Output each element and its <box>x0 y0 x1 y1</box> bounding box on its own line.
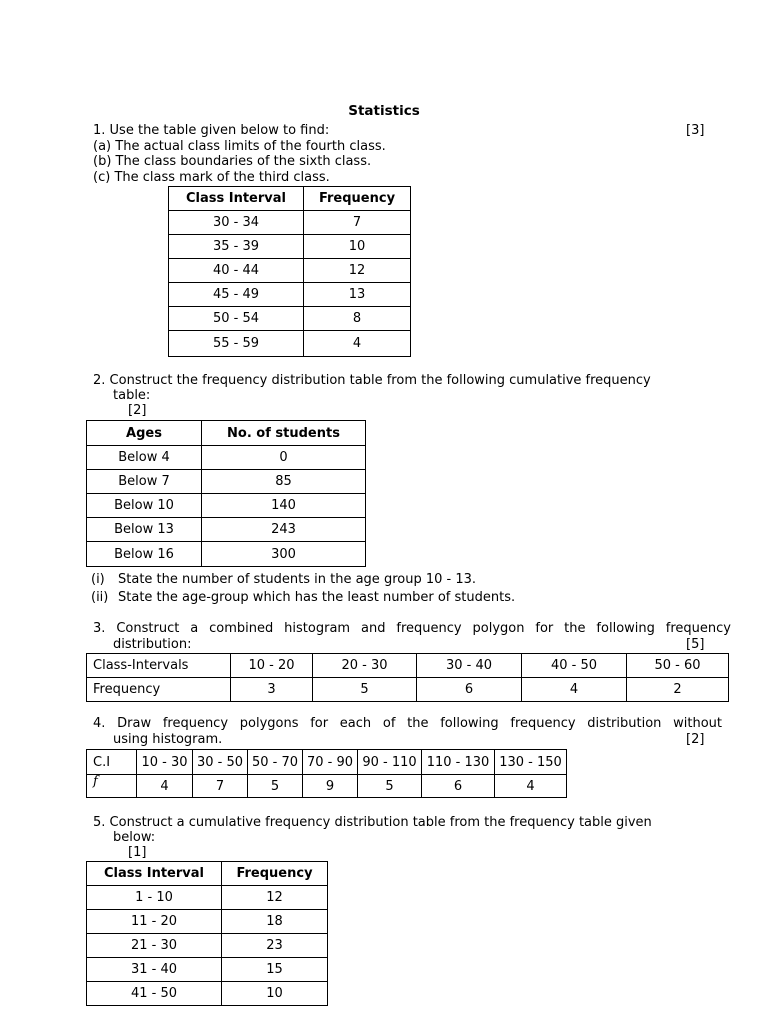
table-cell: 21 - 30 <box>87 934 222 958</box>
table-row <box>169 211 411 235</box>
table-cell: 20 - 30 <box>313 654 417 678</box>
question-4 <box>93 716 722 732</box>
table-row <box>87 750 567 775</box>
table-header: Frequency <box>304 187 411 211</box>
table-cell: 10 - 20 <box>231 654 313 678</box>
table-cell: 40 - 50 <box>522 654 627 678</box>
question-number: 2. <box>93 373 106 388</box>
table-cell: 13 <box>304 283 411 307</box>
subpart-text: State the number of students in the age group 10 - 13. <box>118 572 477 587</box>
table-cell: 15 <box>222 958 328 982</box>
table-cell: Below 4 <box>87 446 202 470</box>
table-cell: 9 <box>303 775 358 798</box>
subpart-text: State the age-group which has the least number of students. <box>118 590 516 605</box>
question-text-cont: using histogram. <box>113 732 223 747</box>
table-row <box>87 910 328 934</box>
table-cell: 18 <box>222 910 328 934</box>
table-header: Class Interval <box>169 187 304 211</box>
table-header: Frequency <box>222 862 328 886</box>
page-title: Statistics <box>348 103 420 119</box>
frequency-table <box>86 861 328 1006</box>
table-cell: 243 <box>202 518 366 542</box>
table-cell: 8 <box>304 307 411 331</box>
class-interval-frequency-table <box>86 749 567 798</box>
table-cell: 110 - 130 <box>422 750 495 775</box>
table-cell: 5 <box>358 775 422 798</box>
table-cell: C.I <box>87 750 137 775</box>
table-header: No. of students <box>202 421 366 446</box>
table-row <box>169 235 411 259</box>
subpart-label: (i) <box>91 572 105 587</box>
question-part <box>93 154 371 170</box>
question-2 <box>93 373 651 389</box>
table-cell: 45 - 49 <box>169 283 304 307</box>
table-header: Ages <box>87 421 202 446</box>
question-text: Construct a cumulative frequency distribution table from the frequency table given <box>109 815 652 830</box>
table-cell: Frequency <box>87 678 231 702</box>
table-header: Class Interval <box>87 862 222 886</box>
table-cell: 4 <box>522 678 627 702</box>
cumulative-frequency-table <box>86 420 366 567</box>
question-marks: [5] <box>686 637 705 652</box>
question-part <box>93 139 386 155</box>
table-cell: 10 <box>222 982 328 1006</box>
table-row <box>169 307 411 331</box>
table-cell: 130 - 150 <box>495 750 567 775</box>
table-cell: 30 - 40 <box>417 654 522 678</box>
table-row <box>87 542 366 567</box>
question-marks: [2] <box>686 732 705 747</box>
table-cell: 1 - 10 <box>87 886 222 910</box>
table-cell: 300 <box>202 542 366 567</box>
table-row <box>87 494 366 518</box>
table-row <box>87 958 328 982</box>
part-label: (c) <box>93 170 111 185</box>
table-cell: Class-Intervals <box>87 654 231 678</box>
table-cell: 30 - 34 <box>169 211 304 235</box>
part-label: (b) <box>93 154 112 169</box>
table-cell: 7 <box>304 211 411 235</box>
table-row <box>169 259 411 283</box>
part-text: The actual class limits of the fourth class. <box>115 139 386 154</box>
question-subpart <box>91 590 515 606</box>
question-number: 5. <box>93 815 106 830</box>
table-cell: 50 - 70 <box>248 750 303 775</box>
table-cell: 90 - 110 <box>358 750 422 775</box>
class-interval-table <box>168 186 411 357</box>
table-cell: 6 <box>422 775 495 798</box>
table-row <box>87 470 366 494</box>
question-marks: [3] <box>686 123 705 138</box>
table-row <box>87 886 328 910</box>
table-row <box>87 654 729 678</box>
table-cell: 23 <box>222 934 328 958</box>
table-cell: 70 - 90 <box>303 750 358 775</box>
table-cell: 10 <box>304 235 411 259</box>
table-row <box>169 283 411 307</box>
table-cell: 3 <box>231 678 313 702</box>
table-cell: 50 - 60 <box>627 654 729 678</box>
table-cell: 4 <box>495 775 567 798</box>
part-label: (a) <box>93 139 112 154</box>
table-row <box>87 446 366 470</box>
table-cell: 4 <box>137 775 193 798</box>
table-cell: 40 - 44 <box>169 259 304 283</box>
question-marks: [1] <box>128 845 147 860</box>
table-cell: 5 <box>313 678 417 702</box>
part-text: The class mark of the third class. <box>114 170 330 185</box>
table-cell: 41 - 50 <box>87 982 222 1006</box>
table-row <box>87 678 729 702</box>
table-cell: 140 <box>202 494 366 518</box>
part-text: The class boundaries of the sixth class. <box>115 154 372 169</box>
question-text: Use the table given below to find: <box>109 123 330 138</box>
table-cell: f <box>87 775 137 798</box>
question-text: Construct the frequency distribution table from the following cumulative frequency <box>109 373 651 388</box>
question-part <box>93 170 330 186</box>
question-3 <box>93 621 731 637</box>
table-cell: 11 - 20 <box>87 910 222 934</box>
frequency-distribution-table <box>86 653 729 702</box>
subpart-label: (ii) <box>91 590 109 605</box>
table-row <box>87 934 328 958</box>
question-text-cont: below: <box>113 830 156 845</box>
table-row <box>87 518 366 542</box>
table-cell: 55 - 59 <box>169 331 304 357</box>
question-number: 4. <box>93 716 106 731</box>
table-row <box>169 331 411 357</box>
table-cell: 30 - 50 <box>193 750 248 775</box>
question-text: Construct a combined histogram and frequency polygon for the following frequency <box>116 621 732 636</box>
table-cell: Below 7 <box>87 470 202 494</box>
table-row <box>87 775 567 798</box>
table-cell: Below 10 <box>87 494 202 518</box>
table-cell: 85 <box>202 470 366 494</box>
table-cell: 0 <box>202 446 366 470</box>
question-text-cont: table: <box>113 388 151 403</box>
question-marks: [2] <box>128 403 147 418</box>
table-cell: 50 - 54 <box>169 307 304 331</box>
table-cell: 4 <box>304 331 411 357</box>
question-number: 3. <box>93 621 106 636</box>
question-text: Draw frequency polygons for each of the following frequency distribution without <box>117 716 722 731</box>
question-subpart <box>91 572 476 588</box>
table-cell: 10 - 30 <box>137 750 193 775</box>
table-cell: 5 <box>248 775 303 798</box>
question-1 <box>93 123 329 139</box>
table-cell: Below 16 <box>87 542 202 567</box>
table-row <box>87 982 328 1006</box>
table-cell: 7 <box>193 775 248 798</box>
table-cell: 31 - 40 <box>87 958 222 982</box>
question-number: 1. <box>93 123 106 138</box>
table-cell: 12 <box>304 259 411 283</box>
question-text-cont: distribution: <box>113 637 192 652</box>
question-5 <box>93 815 652 831</box>
table-cell: 2 <box>627 678 729 702</box>
table-cell: 12 <box>222 886 328 910</box>
table-cell: 35 - 39 <box>169 235 304 259</box>
table-cell: 6 <box>417 678 522 702</box>
table-cell: Below 13 <box>87 518 202 542</box>
